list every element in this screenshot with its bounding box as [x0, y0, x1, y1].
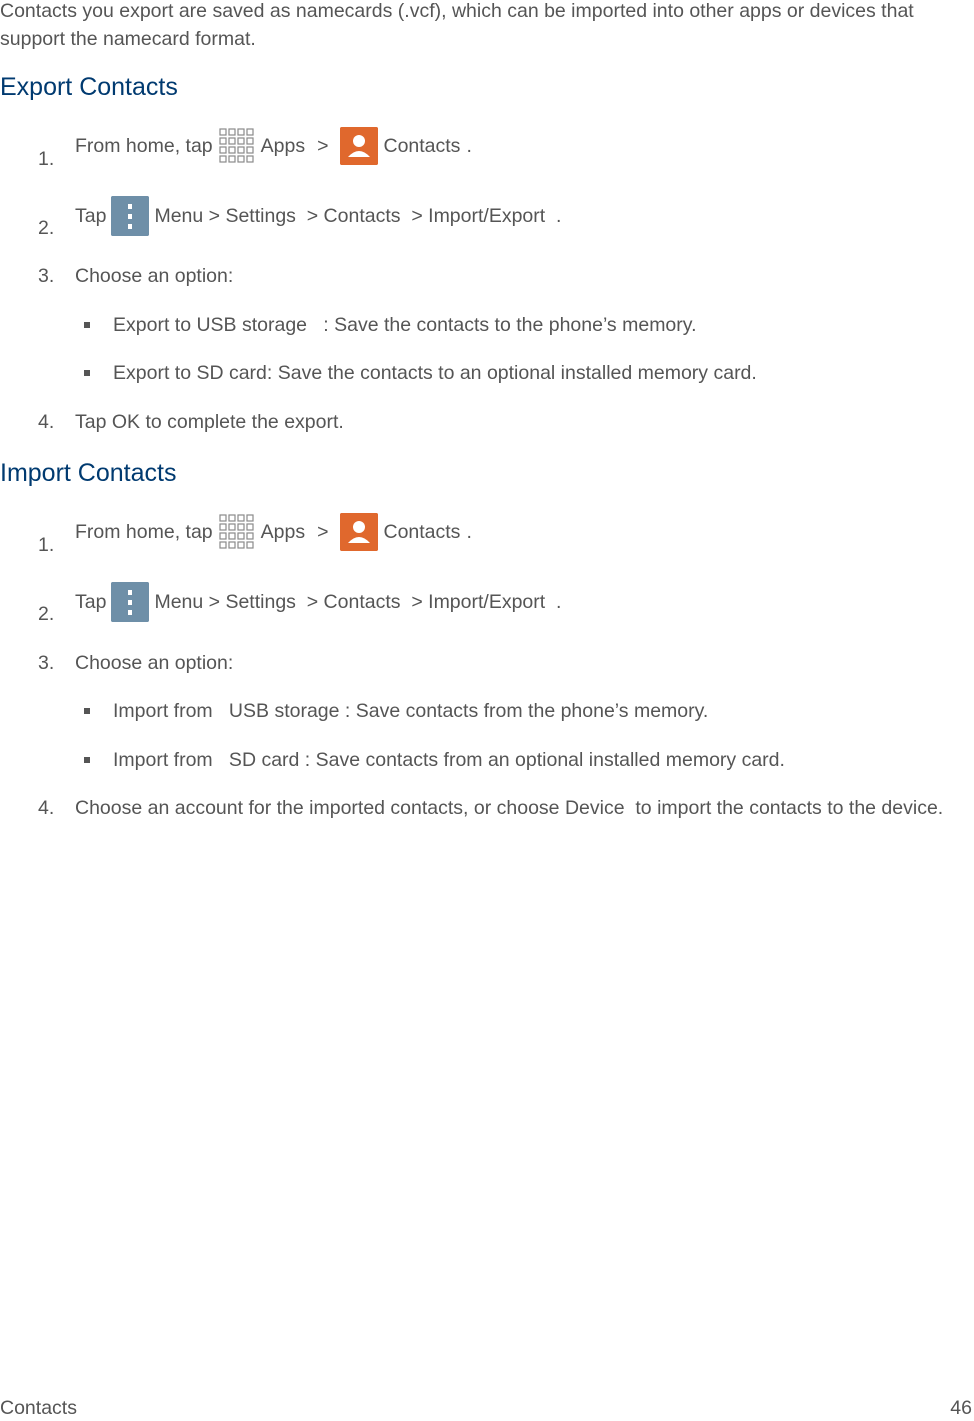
option-text: Export to USB storage : Save the contacts to the phone’s memory. — [113, 314, 697, 336]
intro-paragraph: Contacts you export are saved as namecards (.vcf), which can be imported into other apps or devices that support the namecard format. — [0, 0, 914, 50]
step-end: . — [466, 135, 472, 157]
step-number: 4. — [38, 797, 55, 819]
bullet-marker — [84, 322, 90, 328]
option-text: Import from USB storage : Save contacts from the phone’s memory. — [113, 700, 709, 722]
menu-icon — [111, 196, 149, 236]
contacts-label: Contacts — [383, 135, 461, 157]
step-text: Tap OK to complete the export. — [75, 411, 344, 433]
step-number: 3. — [38, 265, 55, 287]
apps-grid-icon — [218, 127, 256, 165]
step-text: Tap — [75, 591, 107, 613]
path-separator: > — [317, 521, 329, 543]
step-number: 2. — [38, 217, 55, 239]
step-text: From home, tap — [75, 135, 213, 157]
apps-label: Apps — [260, 521, 306, 543]
menu-path: Menu > Settings > Contacts > Import/Export . — [154, 205, 562, 227]
contacts-app-icon — [340, 127, 378, 165]
footer-section-title: Contacts — [0, 1397, 77, 1419]
menu-icon — [111, 582, 149, 622]
step-text: From home, tap — [75, 521, 213, 543]
step-number: 1. — [38, 148, 55, 170]
option-text: Import from SD card : Save contacts from an optional installed memory card. — [113, 749, 785, 771]
bullet-marker — [84, 708, 90, 714]
step-number: 4. — [38, 411, 55, 433]
step-text: Choose an option: — [75, 652, 234, 674]
menu-path: Menu > Settings > Contacts > Import/Export . — [154, 591, 562, 613]
apps-grid-icon — [218, 513, 256, 551]
step-end: . — [466, 521, 472, 543]
path-separator: > — [317, 135, 329, 157]
option-text: Export to SD card: Save the contacts to an optional installed memory card. — [113, 362, 757, 384]
step-text: Choose an option: — [75, 265, 234, 287]
step-text: Choose an account for the imported contacts, or choose Device to import the contacts to the device. — [75, 797, 944, 819]
step-text: Tap — [75, 205, 107, 227]
contacts-app-icon — [340, 513, 378, 551]
page-number: 46 — [950, 1397, 972, 1419]
bullet-marker — [84, 757, 90, 763]
step-number: 3. — [38, 652, 55, 674]
import-heading: Import Contacts — [0, 459, 177, 487]
contacts-label: Contacts — [383, 521, 461, 543]
apps-label: Apps — [260, 135, 306, 157]
bullet-marker — [84, 370, 90, 376]
export-heading: Export Contacts — [0, 73, 178, 101]
step-number: 1. — [38, 534, 55, 556]
step-number: 2. — [38, 603, 55, 625]
